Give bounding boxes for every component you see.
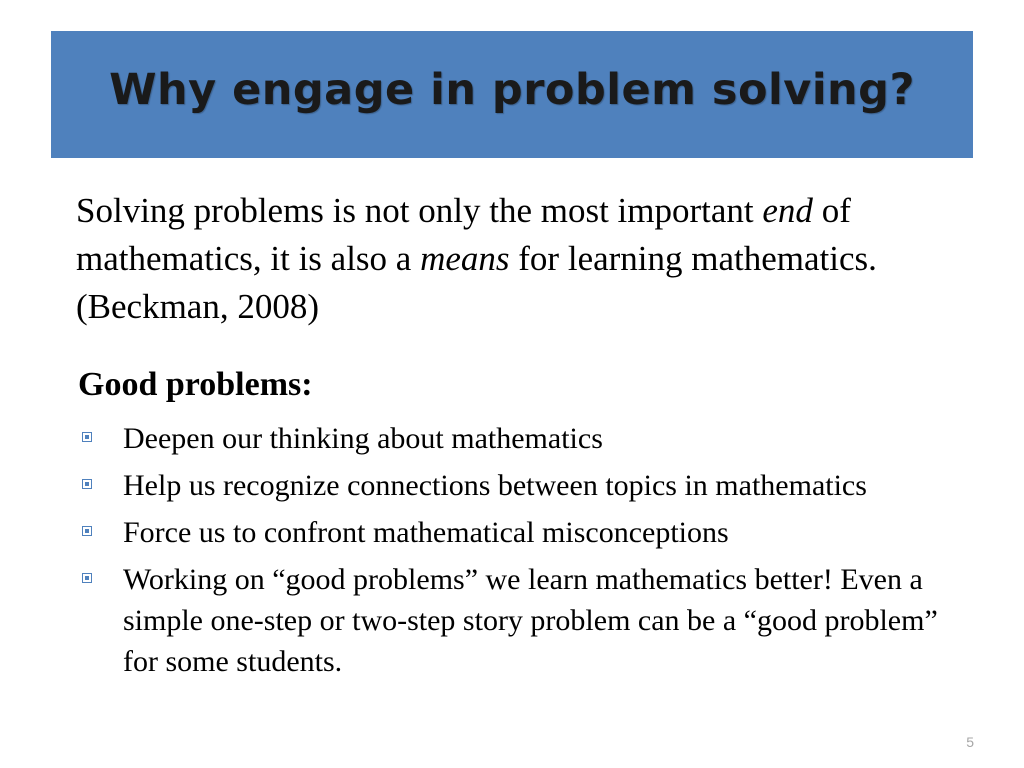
intro-text-3: for learning mathematics. (Beckman, 2008) bbox=[76, 239, 877, 326]
bullet-item bbox=[78, 418, 938, 459]
square-bullet-icon bbox=[82, 432, 92, 442]
bullet-text: Force us to confront mathematical misconceptions bbox=[123, 516, 729, 549]
page-number: 5 bbox=[966, 734, 974, 750]
bullet-text: Working on “good problems” we learn mathematics better! Even a simple one-step or two-step story problem can be a “good problem” for some students. bbox=[123, 563, 938, 678]
bullet-item bbox=[78, 465, 938, 506]
bullet-text: Help us recognize connections between topics in mathematics bbox=[123, 469, 867, 502]
square-bullet-icon bbox=[82, 573, 92, 583]
bullet-text: Deepen our thinking about mathematics bbox=[123, 422, 603, 455]
good-problems-heading: Good problems: bbox=[78, 366, 313, 403]
intro-emphasis-end: end bbox=[762, 191, 813, 230]
intro-text-1: Solving problems is not only the most important bbox=[76, 191, 763, 230]
bullet-list bbox=[78, 418, 938, 688]
square-bullet-icon bbox=[82, 526, 92, 536]
slide-title: Why engage in problem solving? bbox=[109, 65, 915, 115]
bullet-item bbox=[78, 512, 938, 553]
square-bullet-icon bbox=[82, 479, 92, 489]
intro-paragraph bbox=[76, 187, 956, 331]
intro-emphasis-means: means bbox=[420, 239, 510, 278]
bullet-item bbox=[78, 559, 938, 682]
intro-text-2: of mathematics, it is also a bbox=[76, 191, 851, 278]
